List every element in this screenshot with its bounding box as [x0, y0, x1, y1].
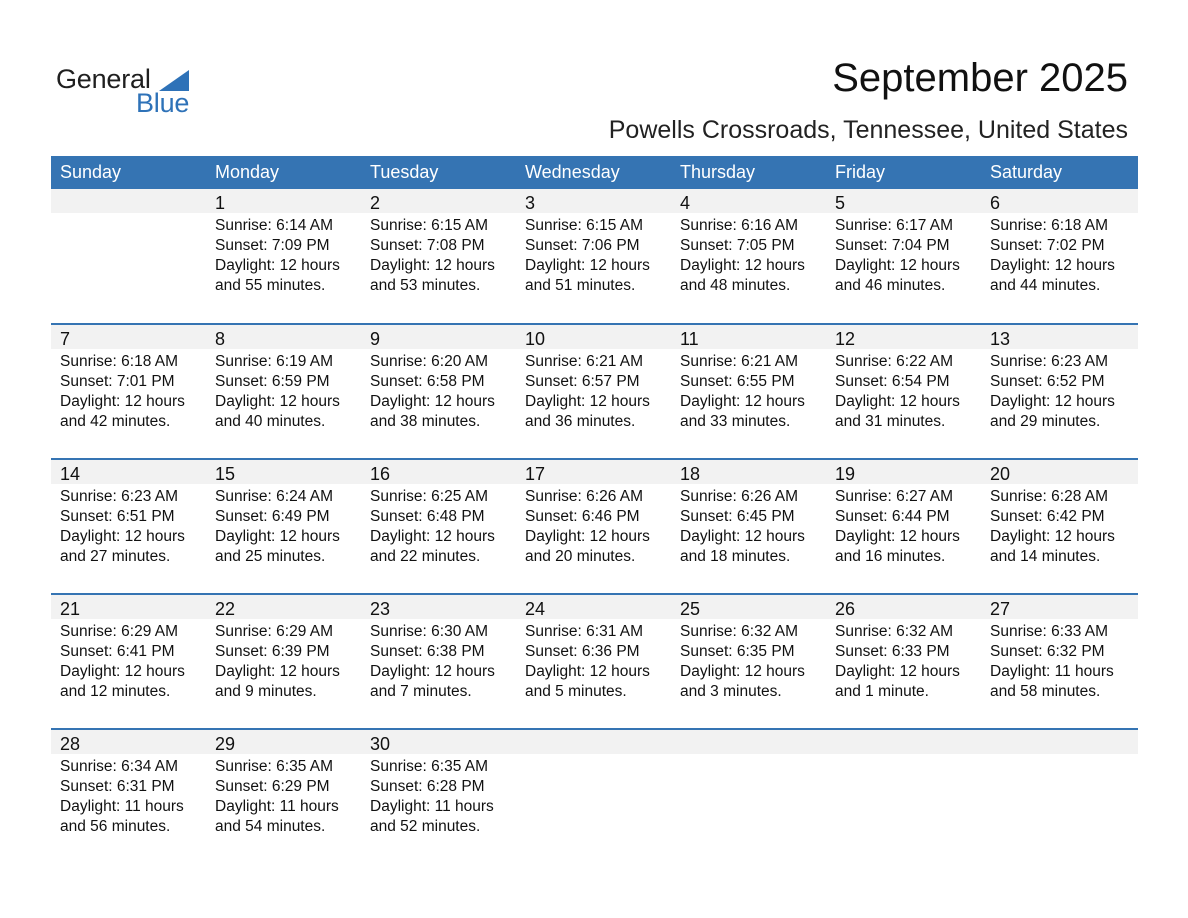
weekday-saturday: Saturday: [990, 162, 1063, 182]
day-cell: [516, 325, 671, 460]
daylight-text: Daylight: 12 hours: [370, 528, 495, 545]
sunset-text: Sunset: 6:59 PM: [215, 373, 330, 390]
sunset-text: Sunset: 6:32 PM: [990, 643, 1105, 660]
daylight-text: Daylight: 12 hours: [680, 393, 805, 410]
location-subtitle: Powells Crossroads, Tennessee, United States: [608, 116, 1128, 144]
sunrise-text: Sunrise: 6:32 AM: [835, 623, 954, 640]
daylight-text: Daylight: 12 hours: [835, 393, 960, 410]
day-number: 9: [370, 329, 381, 349]
day-number: 23: [370, 599, 391, 619]
daylight-minutes-text: and 18 minutes.: [680, 548, 791, 565]
day-number: 27: [990, 599, 1011, 619]
sunset-text: Sunset: 7:04 PM: [835, 237, 950, 254]
sunset-text: Sunset: 6:28 PM: [370, 778, 485, 795]
day-number: 8: [215, 329, 226, 349]
day-cell: [826, 595, 981, 730]
sunrise-text: Sunrise: 6:17 AM: [835, 217, 954, 234]
day-cell: [516, 460, 671, 595]
day-number: 12: [835, 329, 856, 349]
day-number: 14: [60, 464, 81, 484]
daylight-minutes-text: and 52 minutes.: [370, 818, 481, 835]
daylight-text: Daylight: 12 hours: [525, 663, 650, 680]
sunrise-text: Sunrise: 6:35 AM: [215, 758, 334, 775]
daylight-minutes-text: and 3 minutes.: [680, 683, 782, 700]
daylight-minutes-text: and 9 minutes.: [215, 683, 317, 700]
week-row: [51, 189, 1138, 324]
day-number: 17: [525, 464, 546, 484]
weekday-wednesday: Wednesday: [525, 162, 620, 182]
sunrise-text: Sunrise: 6:18 AM: [60, 353, 179, 370]
daylight-text: Daylight: 12 hours: [60, 528, 185, 545]
day-cell: [51, 460, 206, 595]
week-row: [51, 323, 1138, 458]
sunrise-text: Sunrise: 6:14 AM: [215, 217, 334, 234]
day-number: 25: [680, 599, 701, 619]
weekday-header: [51, 156, 1138, 189]
daylight-text: Daylight: 11 hours: [60, 798, 184, 815]
sunrise-text: Sunrise: 6:21 AM: [680, 353, 799, 370]
sunrise-text: Sunrise: 6:23 AM: [60, 488, 179, 505]
day-cell: [206, 325, 361, 460]
sunrise-text: Sunrise: 6:23 AM: [990, 353, 1109, 370]
weekday-tuesday: Tuesday: [370, 162, 439, 182]
daylight-text: Daylight: 11 hours: [990, 663, 1114, 680]
day-number: 16: [370, 464, 391, 484]
sunset-text: Sunset: 6:44 PM: [835, 508, 950, 525]
daylight-minutes-text: and 42 minutes.: [60, 413, 171, 430]
sunrise-text: Sunrise: 6:15 AM: [525, 217, 644, 234]
sunrise-text: Sunrise: 6:30 AM: [370, 623, 489, 640]
day-cell: [361, 189, 516, 324]
daylight-minutes-text: and 22 minutes.: [370, 548, 481, 565]
daylight-minutes-text: and 36 minutes.: [525, 413, 636, 430]
day-number: 6: [990, 193, 1001, 213]
day-number: 20: [990, 464, 1011, 484]
daylight-minutes-text: and 38 minutes.: [370, 413, 481, 430]
sunset-text: Sunset: 6:46 PM: [525, 508, 640, 525]
sunset-text: Sunset: 6:39 PM: [215, 643, 330, 660]
sunrise-text: Sunrise: 6:16 AM: [680, 217, 799, 234]
daylight-text: Daylight: 12 hours: [60, 393, 185, 410]
sunrise-text: Sunrise: 6:19 AM: [215, 353, 334, 370]
sunset-text: Sunset: 6:38 PM: [370, 643, 485, 660]
daylight-text: Daylight: 12 hours: [680, 528, 805, 545]
sunset-text: Sunset: 7:06 PM: [525, 237, 640, 254]
sunrise-text: Sunrise: 6:26 AM: [525, 488, 644, 505]
day-cell: [826, 325, 981, 460]
weekday-thursday: Thursday: [680, 162, 756, 182]
sunset-text: Sunset: 6:29 PM: [215, 778, 330, 795]
daylight-minutes-text: and 7 minutes.: [370, 683, 472, 700]
sunrise-text: Sunrise: 6:29 AM: [215, 623, 334, 640]
day-cell: [981, 460, 1136, 595]
weekday-monday: Monday: [215, 162, 280, 182]
daylight-text: Daylight: 12 hours: [835, 257, 960, 274]
sunset-text: Sunset: 7:09 PM: [215, 237, 330, 254]
sunrise-text: Sunrise: 6:33 AM: [990, 623, 1109, 640]
daylight-text: Daylight: 12 hours: [370, 663, 495, 680]
sunset-text: Sunset: 6:52 PM: [990, 373, 1105, 390]
daylight-minutes-text: and 12 minutes.: [60, 683, 171, 700]
week-row: [51, 593, 1138, 728]
day-cell: [361, 595, 516, 730]
day-number: 15: [215, 464, 236, 484]
sunrise-text: Sunrise: 6:28 AM: [990, 488, 1109, 505]
day-cell: [206, 189, 361, 324]
sunset-text: Sunset: 6:33 PM: [835, 643, 950, 660]
daylight-text: Daylight: 12 hours: [525, 257, 650, 274]
sunset-text: Sunset: 6:49 PM: [215, 508, 330, 525]
sunrise-text: Sunrise: 6:21 AM: [525, 353, 644, 370]
sunset-text: Sunset: 7:08 PM: [370, 237, 485, 254]
daylight-minutes-text: and 16 minutes.: [835, 548, 946, 565]
daylight-text: Daylight: 12 hours: [60, 663, 185, 680]
daylight-minutes-text: and 44 minutes.: [990, 277, 1101, 294]
daylight-minutes-text: and 54 minutes.: [215, 818, 326, 835]
sunset-text: Sunset: 6:36 PM: [525, 643, 640, 660]
daylight-minutes-text: and 20 minutes.: [525, 548, 636, 565]
daylight-text: Daylight: 11 hours: [215, 798, 339, 815]
daylight-minutes-text: and 58 minutes.: [990, 683, 1101, 700]
day-cell: [516, 595, 671, 730]
daylight-minutes-text: and 40 minutes.: [215, 413, 326, 430]
daylight-minutes-text: and 5 minutes.: [525, 683, 627, 700]
sunset-text: Sunset: 6:54 PM: [835, 373, 950, 390]
week-row: [51, 728, 1138, 863]
logo-word-blue: Blue: [136, 88, 190, 118]
daylight-text: Daylight: 12 hours: [990, 393, 1115, 410]
daylight-text: Daylight: 12 hours: [370, 393, 495, 410]
sunrise-text: Sunrise: 6:29 AM: [60, 623, 179, 640]
day-number: 7: [60, 329, 71, 349]
sunset-text: Sunset: 6:57 PM: [525, 373, 640, 390]
day-number: 24: [525, 599, 546, 619]
daylight-minutes-text: and 46 minutes.: [835, 277, 946, 294]
daylight-minutes-text: and 48 minutes.: [680, 277, 791, 294]
daylight-text: Daylight: 12 hours: [835, 663, 960, 680]
day-cell: [51, 325, 206, 460]
daylight-text: Daylight: 12 hours: [370, 257, 495, 274]
daylight-minutes-text: and 55 minutes.: [215, 277, 326, 294]
day-cell: [206, 460, 361, 595]
daylight-minutes-text: and 31 minutes.: [835, 413, 946, 430]
daylight-text: Daylight: 12 hours: [680, 663, 805, 680]
sunrise-text: Sunrise: 6:22 AM: [835, 353, 954, 370]
sunrise-text: Sunrise: 6:24 AM: [215, 488, 334, 505]
day-number: 2: [370, 193, 381, 213]
day-number: 5: [835, 193, 846, 213]
daylight-text: Daylight: 12 hours: [990, 257, 1115, 274]
day-number: 29: [215, 734, 236, 754]
daylight-minutes-text: and 1 minute.: [835, 683, 929, 700]
sunset-text: Sunset: 6:42 PM: [990, 508, 1105, 525]
daylight-text: Daylight: 12 hours: [215, 393, 340, 410]
day-cell: [671, 460, 826, 595]
day-cell: [981, 189, 1136, 324]
daylight-text: Daylight: 12 hours: [525, 528, 650, 545]
day-number: 11: [680, 329, 699, 349]
day-number: 3: [525, 193, 536, 213]
sunset-text: Sunset: 6:41 PM: [60, 643, 175, 660]
sunset-text: Sunset: 6:48 PM: [370, 508, 485, 525]
weekday-friday: Friday: [835, 162, 886, 182]
day-number: 18: [680, 464, 701, 484]
day-number: 1: [215, 193, 226, 213]
day-cell: [206, 730, 361, 865]
daylight-text: Daylight: 12 hours: [680, 257, 805, 274]
sunset-text: Sunset: 6:51 PM: [60, 508, 175, 525]
day-number: 19: [835, 464, 856, 484]
day-number: 22: [215, 599, 236, 619]
week-row: [51, 458, 1138, 593]
day-cell: [981, 595, 1136, 730]
day-cell: [516, 189, 671, 324]
daylight-minutes-text: and 53 minutes.: [370, 277, 481, 294]
day-cell: [51, 730, 206, 865]
sunrise-text: Sunrise: 6:34 AM: [60, 758, 179, 775]
sunset-text: Sunset: 7:02 PM: [990, 237, 1105, 254]
weekday-sunday: Sunday: [60, 162, 122, 182]
sunset-text: Sunset: 6:35 PM: [680, 643, 795, 660]
day-cell: [671, 189, 826, 324]
sunrise-text: Sunrise: 6:26 AM: [680, 488, 799, 505]
day-cell: [981, 325, 1136, 460]
daylight-minutes-text: and 56 minutes.: [60, 818, 171, 835]
day-number: 13: [990, 329, 1011, 349]
day-number: 4: [680, 193, 691, 213]
sunrise-text: Sunrise: 6:18 AM: [990, 217, 1109, 234]
day-cell: [826, 460, 981, 595]
daylight-text: Daylight: 12 hours: [215, 663, 340, 680]
sunrise-text: Sunrise: 6:15 AM: [370, 217, 489, 234]
daylight-minutes-text: and 14 minutes.: [990, 548, 1101, 565]
day-number: 30: [370, 734, 391, 754]
page-title: September 2025: [832, 56, 1128, 100]
daylight-text: Daylight: 12 hours: [215, 528, 340, 545]
sunrise-text: Sunrise: 6:32 AM: [680, 623, 799, 640]
sunset-text: Sunset: 6:58 PM: [370, 373, 485, 390]
daylight-text: Daylight: 12 hours: [990, 528, 1115, 545]
sunset-text: Sunset: 7:01 PM: [60, 373, 175, 390]
daylight-minutes-text: and 29 minutes.: [990, 413, 1101, 430]
logo: [56, 62, 206, 120]
sunset-text: Sunset: 6:31 PM: [60, 778, 175, 795]
sunrise-text: Sunrise: 6:31 AM: [525, 623, 644, 640]
daylight-text: Daylight: 11 hours: [370, 798, 494, 815]
daylight-text: Daylight: 12 hours: [215, 257, 340, 274]
sunset-text: Sunset: 6:45 PM: [680, 508, 795, 525]
day-cell: [671, 325, 826, 460]
sunset-text: Sunset: 7:05 PM: [680, 237, 795, 254]
day-cell: [361, 730, 516, 865]
daylight-minutes-text: and 27 minutes.: [60, 548, 171, 565]
sunrise-text: Sunrise: 6:25 AM: [370, 488, 489, 505]
sunrise-text: Sunrise: 6:20 AM: [370, 353, 489, 370]
logo-word-general: General: [56, 64, 151, 94]
day-number: 21: [60, 599, 81, 619]
daylight-text: Daylight: 12 hours: [835, 528, 960, 545]
day-cell: [51, 595, 206, 730]
sunrise-text: Sunrise: 6:35 AM: [370, 758, 489, 775]
day-cell: [826, 189, 981, 324]
day-cell: [361, 325, 516, 460]
daylight-minutes-text: and 51 minutes.: [525, 277, 636, 294]
day-cell: [206, 595, 361, 730]
daylight-minutes-text: and 25 minutes.: [215, 548, 326, 565]
daylight-minutes-text: and 33 minutes.: [680, 413, 791, 430]
day-cell: [361, 460, 516, 595]
sunset-text: Sunset: 6:55 PM: [680, 373, 795, 390]
daylight-text: Daylight: 12 hours: [525, 393, 650, 410]
day-number: 26: [835, 599, 856, 619]
day-number: 28: [60, 734, 81, 754]
day-number: 10: [525, 329, 546, 349]
sunrise-text: Sunrise: 6:27 AM: [835, 488, 954, 505]
day-cell: [671, 595, 826, 730]
